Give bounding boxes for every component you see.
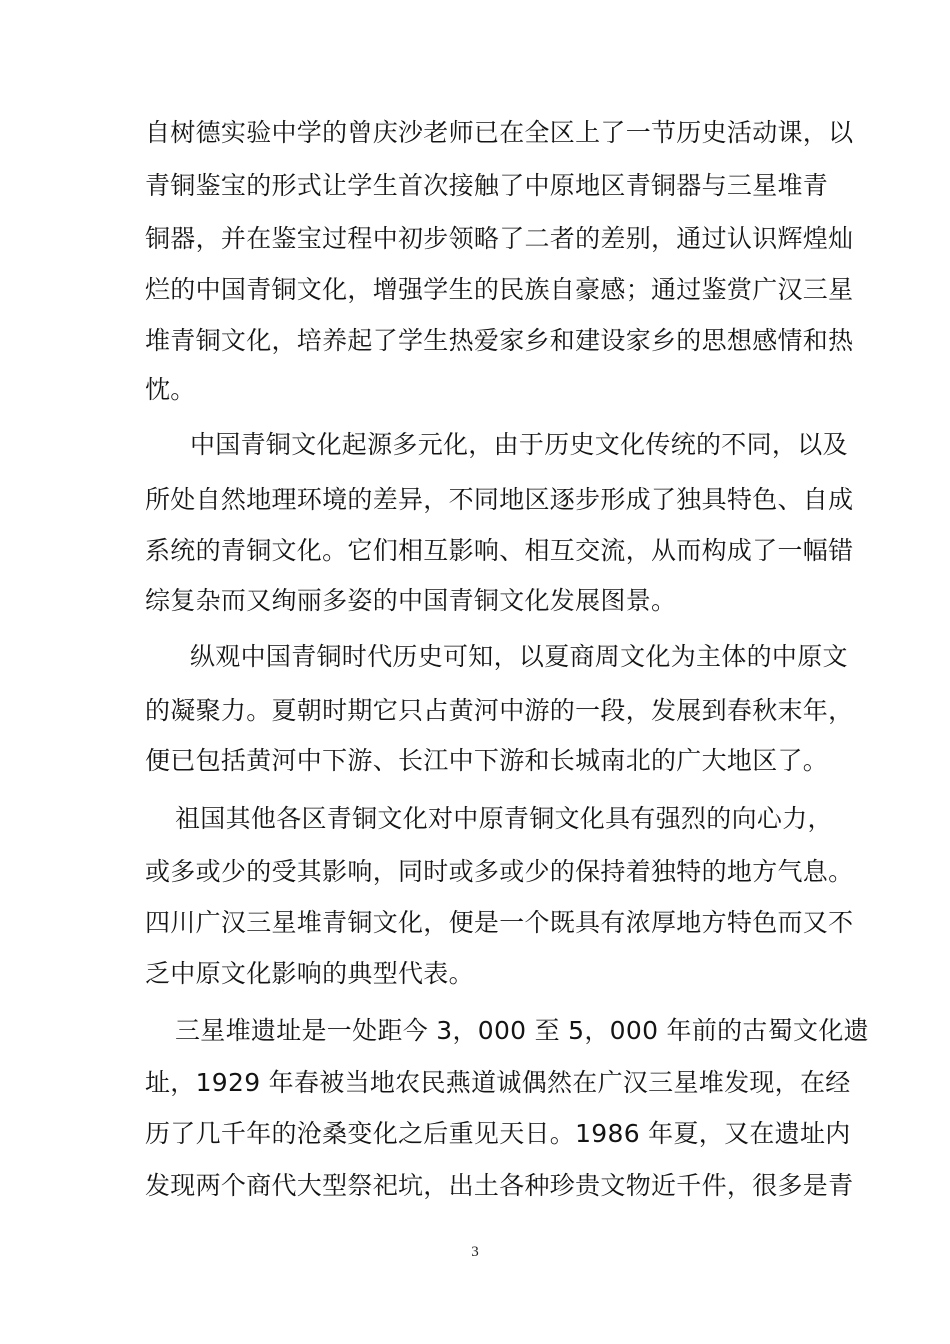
text-line: 便已包括黄河中下游、长江中下游和长城南北的广大地区了。 — [145, 746, 829, 775]
text-line: 三星堆遗址是一处距今 3，000 至 5，000 年前的古蜀文化遗 — [175, 1016, 869, 1045]
text-line: 堆青铜文化，培养起了学生热爱家乡和建设家乡的思想感情和热 — [145, 326, 854, 355]
text-line: 纵观中国青铜时代历史可知，以夏商周文化为主体的中原文 — [190, 642, 848, 671]
text-line: 所处自然地理环境的差异，不同地区逐步形成了独具特色、自成 — [145, 485, 854, 514]
text-line: 青铜鉴宝的形式让学生首次接触了中原地区青铜器与三星堆青 — [145, 171, 829, 200]
text-line: 忱。 — [145, 375, 196, 404]
text-line: 乏中原文化影响的典型代表。 — [145, 959, 474, 988]
text-line: 综复杂而又绚丽多姿的中国青铜文化发展图景。 — [145, 586, 677, 615]
text-line: 址，1929 年春被当地农民燕道诚偶然在广汉三星堆发现，在经 — [145, 1068, 851, 1097]
text-line: 系统的青铜文化。它们相互影响、相互交流，从而构成了一幅错 — [145, 536, 854, 565]
text-line: 铜器，并在鉴宝过程中初步领略了二者的差别，通过认识辉煌灿 — [145, 224, 854, 253]
text-line: 中国青铜文化起源多元化，由于历史文化传统的不同，以及 — [190, 430, 848, 459]
text-line: 或多或少的受其影响，同时或多或少的保持着独特的地方气息。 — [145, 857, 854, 886]
text-line: 的凝聚力。夏朝时期它只占黄河中游的一段，发展到春秋末年， — [145, 696, 854, 725]
page-number: 3 — [471, 1244, 479, 1260]
text-line: 自树德实验中学的曾庆沙老师已在全区上了一节历史活动课，以 — [145, 118, 854, 147]
text-line: 历了几千年的沧桑变化之后重见天日。1986 年夏，又在遗址内 — [145, 1119, 851, 1148]
text-line: 发现两个商代大型祭祀坑，出土各种珍贵文物近千件，很多是青 — [145, 1171, 854, 1200]
text-line: 烂的中国青铜文化，增强学生的民族自豪感；通过鉴赏广汉三星 — [145, 275, 854, 304]
text-line: 四川广汉三星堆青铜文化，便是一个既具有浓厚地方特色而又不 — [145, 908, 854, 937]
text-line: 祖国其他各区青铜文化对中原青铜文化具有强烈的向心力， — [175, 804, 833, 833]
